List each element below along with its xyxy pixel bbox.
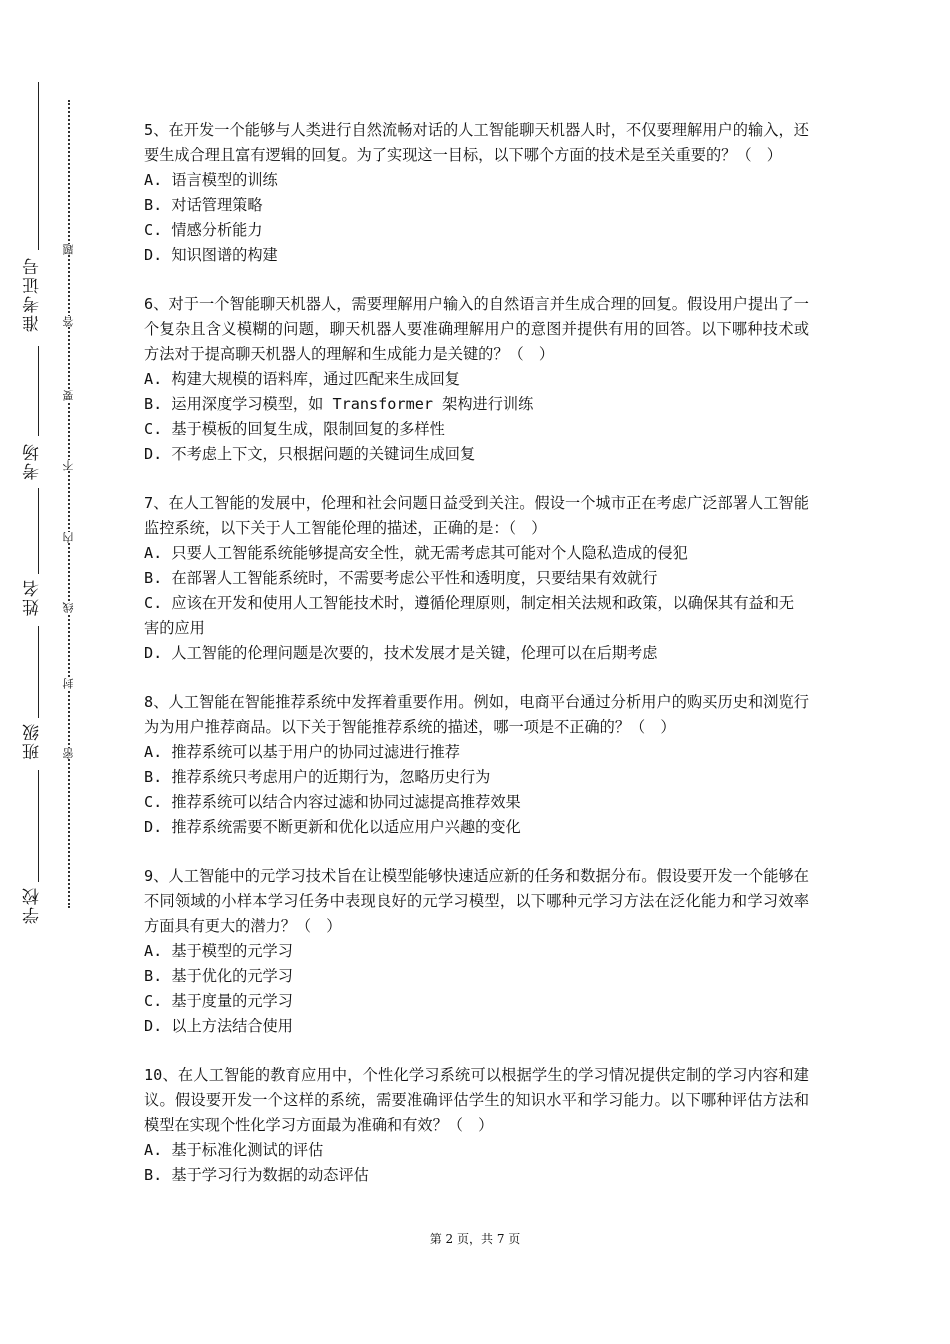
option-b: B. 推荐系统只考虑用户的近期行为，忽略历史行为 (144, 768, 491, 786)
option-a: A. 基于模型的元学习 (144, 942, 293, 960)
option-b: B. 对话管理策略 (144, 196, 263, 214)
option-a: A. 只要人工智能系统能够提高安全性，就无需考虑其可能对个人隐私造成的侵犯 (144, 544, 688, 562)
option-c: C. 基于模板的回复生成，限制回复的多样性 (144, 420, 445, 438)
option-b: B. 运用深度学习模型，如 Transformer 架构进行训练 (144, 395, 534, 413)
question-text: 7、在人工智能的发展中，伦理和社会问题日益受到关注。假设一个城市正在考虑广泛部署人工智能监控系统，以下关于人工智能伦理的描述，正确的是：（ ） (144, 494, 809, 537)
seal-char: 要 (62, 390, 75, 401)
name-label: 姓名 (22, 578, 43, 616)
question-9 (144, 864, 809, 1039)
margin-underline (38, 488, 39, 574)
question-10 (144, 1063, 809, 1188)
seal-char: 封 (62, 678, 75, 689)
option-a: A. 基于标准化测试的评估 (144, 1141, 324, 1159)
option-d: D. 不考虑上下文，只根据问题的关键词生成回复 (144, 445, 476, 463)
seal-line (64, 100, 74, 908)
option-c: C. 基于度量的元学习 (144, 992, 293, 1010)
seal-char: 题 (62, 244, 75, 255)
option-d: D. 知识图谱的构建 (144, 246, 278, 264)
option-a: A. 推荐系统可以基于用户的协同过滤进行推荐 (144, 743, 460, 761)
option-d: D. 人工智能的伦理问题是次要的，技术发展才是关键，伦理可以在后期考虑 (144, 644, 658, 662)
option-a: A. 构建大规模的语料库，通过匹配来生成回复 (144, 370, 460, 388)
option-b: B. 在部署人工智能系统时，不需要考虑公平性和透明度，只要结果有效就行 (144, 569, 658, 587)
seal-char: 内 (62, 532, 75, 543)
question-text: 6、对于一个智能聊天机器人，需要理解用户输入的自然语言并生成合理的回复。假设用户提出了一个复杂且含义模糊的问题，聊天机器人要准确理解用户的意图并提供有用的回答。以下哪种技术或方法对于提高聊天机器人的理解和生成能力是关键的？（ ） (144, 295, 809, 363)
margin-underline (38, 626, 39, 718)
page-number: 第 2 页，共 7 页 (429, 1232, 521, 1246)
seal-char: 密 (62, 748, 75, 759)
margin-underline (38, 346, 39, 436)
margin-underline (38, 770, 39, 882)
question-text: 8、人工智能在智能推荐系统中发挥着重要作用。例如，电商平台通过分析用户的购买历史和浏览行为为用户推荐商品。以下关于智能推荐系统的描述，哪一项是不正确的？（ ） (144, 693, 809, 736)
option-d: D. 推荐系统需要不断更新和优化以适应用户兴趣的变化 (144, 818, 521, 836)
seal-char: 线 (62, 602, 75, 613)
question-text: 5、在开发一个能够与人类进行自然流畅对话的人工智能聊天机器人时，不仅要理解用户的输入，还要生成合理且富有逻辑的回复。为了实现这一目标，以下哪个方面的技术是至关重要的？（ ） (144, 121, 809, 164)
seal-char: 答 (62, 316, 75, 327)
question-5 (144, 118, 809, 268)
option-b: B. 基于学习行为数据的动态评估 (144, 1166, 369, 1184)
option-c: C. 情感分析能力 (144, 221, 263, 239)
option-d: D. 以上方法结合使用 (144, 1017, 293, 1035)
exam-room-label: 考场 (22, 442, 43, 480)
question-8 (144, 690, 809, 840)
option-c: C. 应该在开发和使用人工智能技术时，遵循伦理原则，制定相关法规和政策，以确保其有益和无害的应用 (144, 594, 795, 637)
seal-char: 不 (62, 460, 75, 471)
margin-underline (38, 82, 39, 250)
class-label: 班级 (22, 722, 43, 760)
school-label: 学校 (22, 886, 43, 924)
option-a: A. 语言模型的训练 (144, 171, 278, 189)
question-7 (144, 491, 809, 666)
option-b: B. 基于优化的元学习 (144, 967, 293, 985)
question-6 (144, 292, 809, 467)
option-c: C. 推荐系统可以结合内容过滤和协同过滤提高推荐效果 (144, 793, 521, 811)
question-text: 10、在人工智能的教育应用中，个性化学习系统可以根据学生的学习情况提供定制的学习内容和建议。假设要开发一个这样的系统，需要准确评估学生的知识水平和学习能力。以下哪种评估方法和模型在实现个性化学习方面最为准确和有效？（ ） (144, 1066, 809, 1134)
exam-number-label: 准考证号 (22, 256, 43, 332)
question-text: 9、人工智能中的元学习技术旨在让模型能够快速适应新的任务和数据分布。假设要开发一个能够在不同领域的小样本学习任务中表现良好的元学习模型，以下哪种元学习方法在泛化能力和学习效率方面具有更大的潜力？（ ） (144, 867, 809, 935)
question-list (144, 118, 809, 1212)
